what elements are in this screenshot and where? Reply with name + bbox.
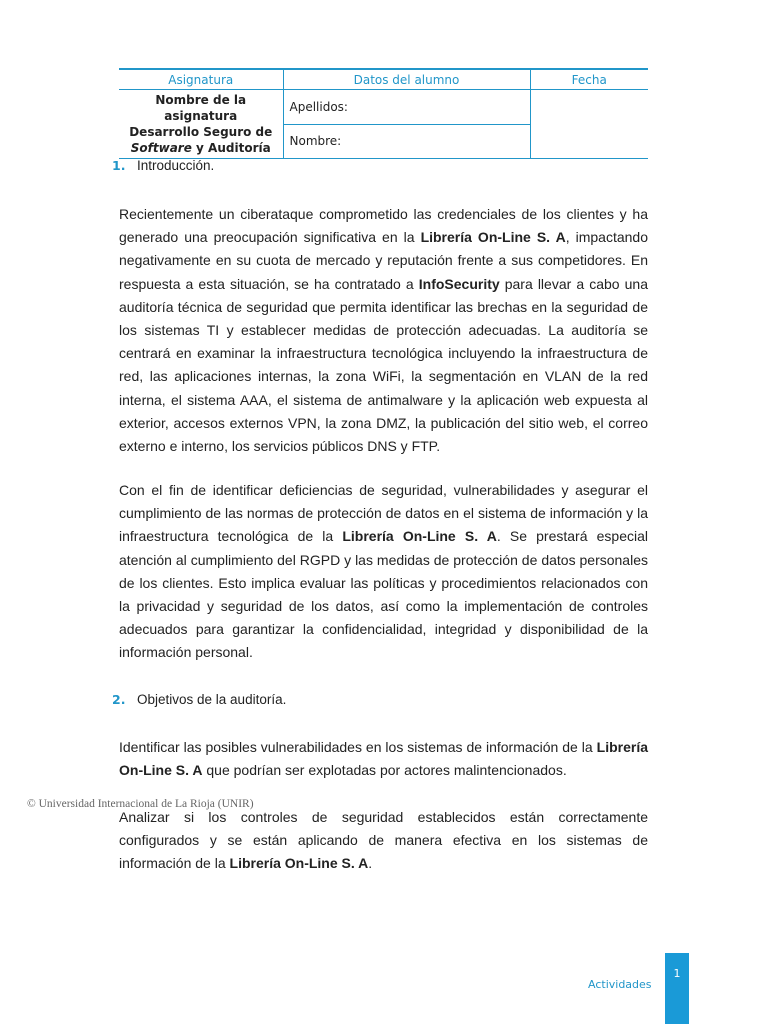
copyright-watermark: © Universidad Internacional de La Rioja (UNIR): [27, 798, 254, 810]
company-name: Librería On-Line S. A: [119, 739, 648, 779]
col-header-subject: Asignatura: [119, 69, 283, 90]
text-run: Recientemente un ciberataque comprometido las credenciales de los clientes y ha generado una preocupación significativa en la: [119, 206, 648, 246]
text-run: Con el fin de identificar deficiencias de seguridad, vulnerabilidades y asegurar el cumplimiento de las normas de protección de datos en el sistema de información y la infraestructura tecnológica de la: [119, 482, 648, 545]
company-name: Librería On-Line S. A: [229, 855, 369, 872]
name-field[interactable]: Nombre:: [283, 124, 530, 159]
section-title: Introducción.: [137, 158, 215, 173]
vendor-name: InfoSecurity: [418, 275, 500, 292]
text-run: , impactando negativamente en su cuota de mercado y reputación frente a sus competidores. En respuesta a esta situación, se ha contratado a: [119, 229, 648, 292]
text-run: que podrían ser explotadas por actores malintencionados.: [202, 762, 567, 779]
text-run: Analizar si los controles de seguridad establecidos están correctamente configurados y se están aplicando de manera efectiva en los sistemas de información de la: [119, 809, 648, 872]
text-run: para llevar a cabo una auditoría técnica de seguridad que permita identificar las brechas en la seguridad de los sistemas TI y establecer medidas de protección adecuadas. La auditoría se centrará en examinar la infraestructura tecnológica incluyendo la infraestructura de red, las aplicaciones internas, la zona WiFi, la segmentación en VLAN de la red interna, el sistema AAA, el sistema de antimalware y la aplicación web expuesta al exterior, accesos externos VPN, la zona DMZ, la publicación del sitio web, el correo externo e interno, los servicios públicos DNS y FTP.: [119, 275, 648, 455]
subject-label: Nombre de la asignatura: [155, 93, 247, 123]
intro-paragraph-1: [119, 203, 648, 458]
text-run: .: [368, 855, 373, 872]
objective-paragraph-1: [119, 736, 648, 782]
subject-name-line-2: [123, 140, 279, 156]
col-header-date: Fecha: [530, 69, 648, 90]
section-number: 2.: [112, 692, 126, 707]
objective-paragraph-2: [119, 806, 648, 876]
header-table: [119, 68, 648, 159]
subject-cell: [119, 90, 283, 159]
section-heading-intro: [112, 158, 214, 173]
subject-software-word: Software: [130, 141, 192, 155]
section-title: Objetivos de la auditoría.: [137, 692, 287, 707]
subject-name-line: Desarrollo Seguro de: [129, 125, 273, 139]
page-number-tab: 1: [665, 953, 689, 1024]
text-run: Identificar las posibles vulnerabilidades en los sistemas de información de la: [119, 739, 597, 755]
col-header-student: Datos del alumno: [283, 69, 530, 90]
company-name: Librería On-Line S. A: [420, 229, 566, 246]
date-field[interactable]: [530, 90, 648, 159]
footer-section-label: Actividades: [588, 978, 652, 991]
section-heading-objectives: [112, 692, 286, 707]
company-name: Librería On-Line S. A: [342, 528, 497, 545]
section-number: 1.: [112, 158, 126, 173]
surname-field[interactable]: Apellidos:: [283, 90, 530, 125]
intro-paragraph-2: [119, 479, 648, 665]
subject-rest: y Auditoría: [191, 141, 271, 155]
text-run: . Se prestará especial atención al cumplimiento del RGPD y las medidas de protección de datos personales de los clientes. Esto implica evaluar las políticas y procedimientos relacionados con la privacidad y seguridad de los datos, así como la implementación de controles adecuados para garantizar la confidencialidad, integridad y disponibilidad de la información personal.: [119, 528, 648, 661]
